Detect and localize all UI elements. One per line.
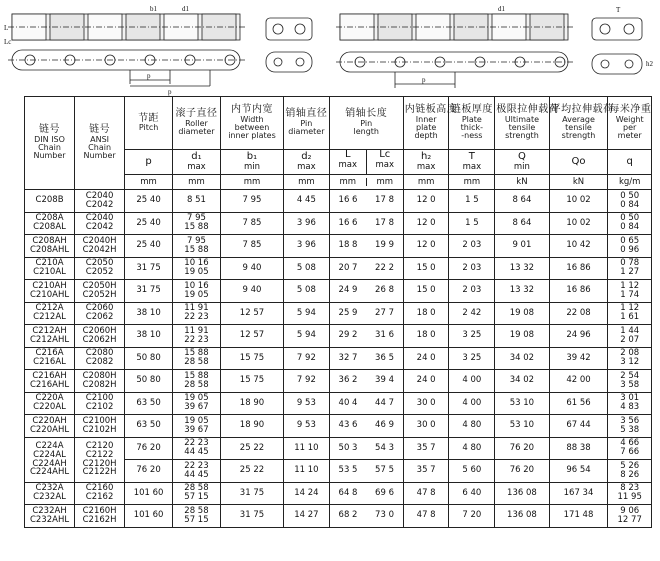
cell-pin-diameter: 5 94 — [284, 302, 330, 325]
symbol-T: T max — [449, 150, 495, 175]
cell-din: C232A C232AL — [25, 482, 75, 505]
cell-pin-diameter: 3 96 — [284, 212, 330, 235]
cell-pin-length: 20 7 22 2 — [329, 257, 403, 280]
cell-roller-diameter: 22 23 44 45 — [173, 460, 221, 483]
cell-pin-length: 24 9 26 8 — [329, 280, 403, 303]
cell-plate-thickness: 4 00 — [449, 392, 495, 415]
cell-ansi: C2060 C2062 — [75, 302, 125, 325]
cell-ultimate-strength: 9 01 — [495, 235, 549, 258]
header-pitch: 节距 Pitch — [125, 97, 173, 150]
cell-pin-diameter: 14 27 — [284, 505, 330, 528]
chain-top-view-right — [336, 14, 574, 40]
cell-average-strength: 88 38 — [549, 437, 608, 460]
cell-din: C208AH C208AHL — [25, 235, 75, 258]
label-T: T — [616, 6, 621, 14]
table-row — [25, 505, 652, 528]
spec-table-body — [25, 190, 652, 528]
label-p2: p — [168, 88, 172, 96]
cell-average-strength: 16 86 — [549, 280, 608, 303]
cell-din: C220A C220AL — [25, 392, 75, 415]
cell-plate-depth: 12 0 — [403, 235, 449, 258]
symbol-d2: d₂ max — [284, 150, 330, 175]
cell-ultimate-strength: 34 02 — [495, 370, 549, 393]
cell-pin-length: 32 7 36 5 — [329, 347, 403, 370]
cell-average-strength: 10 02 — [549, 212, 608, 235]
symbol-b1: b₁ min — [220, 150, 283, 175]
cell-average-strength: 171 48 — [549, 505, 608, 528]
cell-pitch: 25 40 — [125, 212, 173, 235]
symbol-Qo: Qo — [549, 150, 608, 175]
cell-pin-length: 25 9 27 7 — [329, 302, 403, 325]
cell-plate-thickness: 2 03 — [449, 235, 495, 258]
cell-ansi: C2050H C2052H — [75, 280, 125, 303]
cell-pin-diameter: 11 10 — [284, 437, 330, 460]
cell-ansi: C2100 C2102 — [75, 392, 125, 415]
cell-ultimate-strength: 13 32 — [495, 280, 549, 303]
table-row — [25, 302, 652, 325]
cell-din: C232AH C232AHL — [25, 505, 75, 528]
cell-average-strength: 16 86 — [549, 257, 608, 280]
label-b1: b1 — [150, 5, 157, 13]
cell-roller-diameter: 10 16 19 05 — [173, 280, 221, 303]
cell-inner-width: 25 22 — [220, 437, 283, 460]
cell-din: C210AH C210AHL — [25, 280, 75, 303]
cell-pitch: 25 40 — [125, 235, 173, 258]
label-Lc: Lc — [4, 38, 12, 46]
cell-din: C210A C210AL — [25, 257, 75, 280]
cell-plate-thickness: 6 40 — [449, 482, 495, 505]
cell-ultimate-strength: 136 08 — [495, 482, 549, 505]
chain-side-view-left — [8, 50, 246, 86]
cell-din: C224A C224AL C224AH C224AHL — [25, 437, 75, 482]
symbol-Q: Q min — [495, 150, 549, 175]
cell-average-strength: 22 08 — [549, 302, 608, 325]
cell-plate-depth: 24 0 — [403, 370, 449, 393]
unit-d2: mm — [284, 175, 330, 190]
header-roller: 滚子直径 Roller diameter — [173, 97, 221, 150]
table-row — [25, 235, 652, 258]
cell-pitch: 76 20 — [125, 460, 173, 483]
cell-pitch: 38 10 — [125, 325, 173, 348]
cell-pin-length: 16 6 17 8 — [329, 212, 403, 235]
header-inner-width: 内节内宽 Width between inner plates — [220, 97, 283, 150]
cell-pin-length: 36 2 39 4 — [329, 370, 403, 393]
cell-ansi: C2050 C2052 — [75, 257, 125, 280]
cell-roller-diameter: 10 16 19 05 — [173, 257, 221, 280]
cell-roller-diameter: 28 58 57 15 — [173, 505, 221, 528]
cell-din: C208B — [25, 190, 75, 213]
cell-inner-width: 12 57 — [220, 325, 283, 348]
cell-weight: 4 66 7 66 — [608, 437, 652, 460]
cell-pitch: 63 50 — [125, 392, 173, 415]
cell-roller-diameter: 7 95 15 88 — [173, 212, 221, 235]
cell-average-strength: 96 54 — [549, 460, 608, 483]
cell-average-strength: 67 44 — [549, 415, 608, 438]
cell-average-strength: 61 56 — [549, 392, 608, 415]
unit-Q: kN — [495, 175, 549, 190]
table-row — [25, 347, 652, 370]
cell-plate-depth: 30 0 — [403, 392, 449, 415]
header-ultimate-strength: 极限拉伸载荷 Ultimate tensile strength — [495, 97, 549, 150]
cell-pitch: 76 20 — [125, 437, 173, 460]
cell-inner-width: 9 40 — [220, 257, 283, 280]
table-row — [25, 482, 652, 505]
cell-inner-width: 25 22 — [220, 460, 283, 483]
cell-ultimate-strength: 76 20 — [495, 460, 549, 483]
table-row — [25, 190, 652, 213]
cell-inner-width: 12 57 — [220, 302, 283, 325]
cell-inner-width: 15 75 — [220, 347, 283, 370]
cell-plate-depth: 18 0 — [403, 302, 449, 325]
cell-pin-length: 50 3 54 3 — [329, 437, 403, 460]
cell-pitch: 63 50 — [125, 415, 173, 438]
unit-h2: mm — [403, 175, 449, 190]
cell-plate-depth: 15 0 — [403, 257, 449, 280]
cell-plate-thickness: 5 60 — [449, 460, 495, 483]
cell-ansi: C2080 C2082 — [75, 347, 125, 370]
cell-average-strength: 42 00 — [549, 370, 608, 393]
cell-ultimate-strength: 136 08 — [495, 505, 549, 528]
cell-pin-diameter: 3 96 — [284, 235, 330, 258]
cell-pin-length: 53 5 57 5 — [329, 460, 403, 483]
cell-ansi: C2100H C2102H — [75, 415, 125, 438]
unit-T: mm — [449, 175, 495, 190]
chain-drawings — [0, 0, 660, 96]
cell-plate-thickness: 2 03 — [449, 257, 495, 280]
cell-din: C220AH C220AHL — [25, 415, 75, 438]
header-plate-depth: 内链板高度 Inner plate depth — [403, 97, 449, 150]
table-row — [25, 392, 652, 415]
cell-weight: 1 44 2 07 — [608, 325, 652, 348]
cell-pin-diameter: 7 92 — [284, 347, 330, 370]
cell-ultimate-strength: 8 64 — [495, 212, 549, 235]
cell-weight: 0 65 0 96 — [608, 235, 652, 258]
cell-plate-thickness: 1 5 — [449, 190, 495, 213]
cell-weight: 3 56 5 38 — [608, 415, 652, 438]
cell-roller-diameter: 19 05 39 67 — [173, 415, 221, 438]
cell-roller-diameter: 11 91 22 23 — [173, 302, 221, 325]
cell-ultimate-strength: 53 10 — [495, 392, 549, 415]
cell-ansi: C2040 C2042 — [75, 212, 125, 235]
cell-pitch: 25 40 — [125, 190, 173, 213]
table-row — [25, 437, 652, 460]
cell-plate-depth: 35 7 — [403, 437, 449, 460]
cell-plate-thickness: 3 25 — [449, 325, 495, 348]
table-row — [25, 325, 652, 348]
cell-pin-length: 43 6 46 9 — [329, 415, 403, 438]
cell-pin-length: 68 2 73 0 — [329, 505, 403, 528]
cell-average-strength: 10 02 — [549, 190, 608, 213]
symbol-h2: h₂ max — [403, 150, 449, 175]
chain-end-view-right — [592, 18, 642, 74]
header-ansi: 链号 ANSI Chain Number — [75, 97, 125, 190]
cell-pin-diameter: 9 53 — [284, 415, 330, 438]
symbol-p: p — [125, 150, 173, 175]
cell-weight: 2 08 3 12 — [608, 347, 652, 370]
chain-end-view-left — [266, 18, 312, 72]
cell-plate-thickness: 1 5 — [449, 212, 495, 235]
cell-roller-diameter: 11 91 22 23 — [173, 325, 221, 348]
header-pin-diameter: 销轴直径 Pin diameter — [284, 97, 330, 150]
cell-ansi: C2120 C2122 C2120H C2122H — [75, 437, 125, 482]
cell-average-strength: 39 42 — [549, 347, 608, 370]
cell-pitch: 31 75 — [125, 257, 173, 280]
cell-weight: 0 50 0 84 — [608, 212, 652, 235]
cell-pitch: 38 10 — [125, 302, 173, 325]
cell-weight: 2 54 3 58 — [608, 370, 652, 393]
cell-pin-length: 40 4 44 7 — [329, 392, 403, 415]
label-p: p — [147, 72, 151, 80]
table-row — [25, 257, 652, 280]
chain-side-view-right — [336, 52, 574, 88]
cell-ultimate-strength: 13 32 — [495, 257, 549, 280]
cell-ultimate-strength: 76 20 — [495, 437, 549, 460]
cell-weight: 5 26 8 26 — [608, 460, 652, 483]
cell-roller-diameter: 7 95 15 88 — [173, 235, 221, 258]
cell-ultimate-strength: 19 08 — [495, 325, 549, 348]
cell-roller-diameter: 15 88 28 58 — [173, 370, 221, 393]
cell-weight: 1 12 1 74 — [608, 280, 652, 303]
unit-q: kg/m — [608, 175, 652, 190]
cell-ansi: C2160 C2162 — [75, 482, 125, 505]
unit-d1: mm — [173, 175, 221, 190]
cell-weight: 1 12 1 61 — [608, 302, 652, 325]
cell-plate-thickness: 7 20 — [449, 505, 495, 528]
cell-pin-diameter: 5 08 — [284, 280, 330, 303]
cell-pin-diameter: 11 10 — [284, 460, 330, 483]
unit-L-Lc: mm mm — [329, 175, 403, 190]
cell-inner-width: 7 95 — [220, 190, 283, 213]
label-L: L — [4, 24, 9, 32]
cell-pin-diameter: 4 45 — [284, 190, 330, 213]
header-plate-thickness: 链板厚度 Plate thick- -ness — [449, 97, 495, 150]
cell-inner-width: 15 75 — [220, 370, 283, 393]
cell-plate-thickness: 4 80 — [449, 415, 495, 438]
cell-din: C216AH C216AHL — [25, 370, 75, 393]
cell-ultimate-strength: 19 08 — [495, 302, 549, 325]
cell-inner-width: 9 40 — [220, 280, 283, 303]
label-h2: h2 — [646, 60, 653, 68]
cell-pitch: 50 80 — [125, 370, 173, 393]
cell-pitch: 101 60 — [125, 482, 173, 505]
cell-pin-length: 18 8 19 9 — [329, 235, 403, 258]
cell-plate-depth: 35 7 — [403, 460, 449, 483]
symbol-q: q — [608, 150, 652, 175]
cell-pin-length: 64 8 69 6 — [329, 482, 403, 505]
unit-b1: mm — [220, 175, 283, 190]
cell-ultimate-strength: 8 64 — [495, 190, 549, 213]
header-pin-length: 销轴长度 Pin length — [329, 97, 403, 150]
cell-weight: 9 06 12 77 — [608, 505, 652, 528]
cell-weight: 0 78 1 27 — [608, 257, 652, 280]
header-average-strength: 平均拉伸载荷 Average tensile strength — [549, 97, 608, 150]
cell-plate-thickness: 2 03 — [449, 280, 495, 303]
cell-pin-diameter: 9 53 — [284, 392, 330, 415]
cell-average-strength: 167 34 — [549, 482, 608, 505]
cell-plate-depth: 47 8 — [403, 505, 449, 528]
cell-plate-thickness: 4 00 — [449, 370, 495, 393]
cell-pin-length: 29 2 31 6 — [329, 325, 403, 348]
cell-weight: 8 23 11 95 — [608, 482, 652, 505]
cell-inner-width: 31 75 — [220, 482, 283, 505]
cell-roller-diameter: 8 51 — [173, 190, 221, 213]
symbol-L-Lc: L max Lc max — [329, 150, 403, 175]
table-row — [25, 370, 652, 393]
cell-pin-diameter: 7 92 — [284, 370, 330, 393]
header-din: 链号 DIN ISO Chain Number — [25, 97, 75, 190]
cell-plate-thickness: 3 25 — [449, 347, 495, 370]
cell-plate-depth: 24 0 — [403, 347, 449, 370]
cell-roller-diameter: 22 23 44 45 — [173, 437, 221, 460]
cell-plate-depth: 30 0 — [403, 415, 449, 438]
symbol-d1: d₁ max — [173, 150, 221, 175]
cell-inner-width: 18 90 — [220, 392, 283, 415]
unit-p: mm — [125, 175, 173, 190]
cell-ansi: C2040 C2042 — [75, 190, 125, 213]
cell-plate-depth: 15 0 — [403, 280, 449, 303]
cell-average-strength: 24 96 — [549, 325, 608, 348]
cell-inner-width: 31 75 — [220, 505, 283, 528]
cell-plate-depth: 47 8 — [403, 482, 449, 505]
label-d1: d1 — [182, 5, 189, 13]
cell-pin-length: 16 6 17 8 — [329, 190, 403, 213]
cell-din: C216A C216AL — [25, 347, 75, 370]
cell-ultimate-strength: 53 10 — [495, 415, 549, 438]
cell-inner-width: 18 90 — [220, 415, 283, 438]
cell-din: C212A C212AL — [25, 302, 75, 325]
cell-plate-thickness: 2 42 — [449, 302, 495, 325]
cell-ansi: C2040H C2042H — [75, 235, 125, 258]
cell-weight: 3 01 4 83 — [608, 392, 652, 415]
chain-top-view-left — [8, 14, 246, 40]
unit-Qo: kN — [549, 175, 608, 190]
cell-ansi: C2160H C2162H — [75, 505, 125, 528]
cell-average-strength: 10 42 — [549, 235, 608, 258]
chain-spec-table — [24, 96, 652, 528]
cell-ansi: C2060H C2062H — [75, 325, 125, 348]
header-weight: 每米净重 Weight per meter — [608, 97, 652, 150]
cell-din: C212AH C212AHL — [25, 325, 75, 348]
cell-inner-width: 7 85 — [220, 235, 283, 258]
cell-ultimate-strength: 34 02 — [495, 347, 549, 370]
cell-pitch: 50 80 — [125, 347, 173, 370]
cell-weight: 0 50 0 84 — [608, 190, 652, 213]
cell-pitch: 31 75 — [125, 280, 173, 303]
cell-ansi: C2080H C2082H — [75, 370, 125, 393]
cell-pin-diameter: 14 24 — [284, 482, 330, 505]
cell-plate-depth: 12 0 — [403, 190, 449, 213]
cell-plate-depth: 12 0 — [403, 212, 449, 235]
table-row — [25, 212, 652, 235]
table-row — [25, 415, 652, 438]
cell-pin-diameter: 5 94 — [284, 325, 330, 348]
cell-roller-diameter: 15 88 28 58 — [173, 347, 221, 370]
cell-roller-diameter: 19 05 39 67 — [173, 392, 221, 415]
cell-roller-diameter: 28 58 57 15 — [173, 482, 221, 505]
cell-plate-depth: 18 0 — [403, 325, 449, 348]
cell-pitch: 101 60 — [125, 505, 173, 528]
label-p-r: p — [422, 76, 426, 84]
cell-pin-diameter: 5 08 — [284, 257, 330, 280]
label-d1-r: d1 — [498, 5, 505, 13]
table-row — [25, 280, 652, 303]
cell-plate-thickness: 4 80 — [449, 437, 495, 460]
cell-din: C208A C208AL — [25, 212, 75, 235]
cell-inner-width: 7 85 — [220, 212, 283, 235]
